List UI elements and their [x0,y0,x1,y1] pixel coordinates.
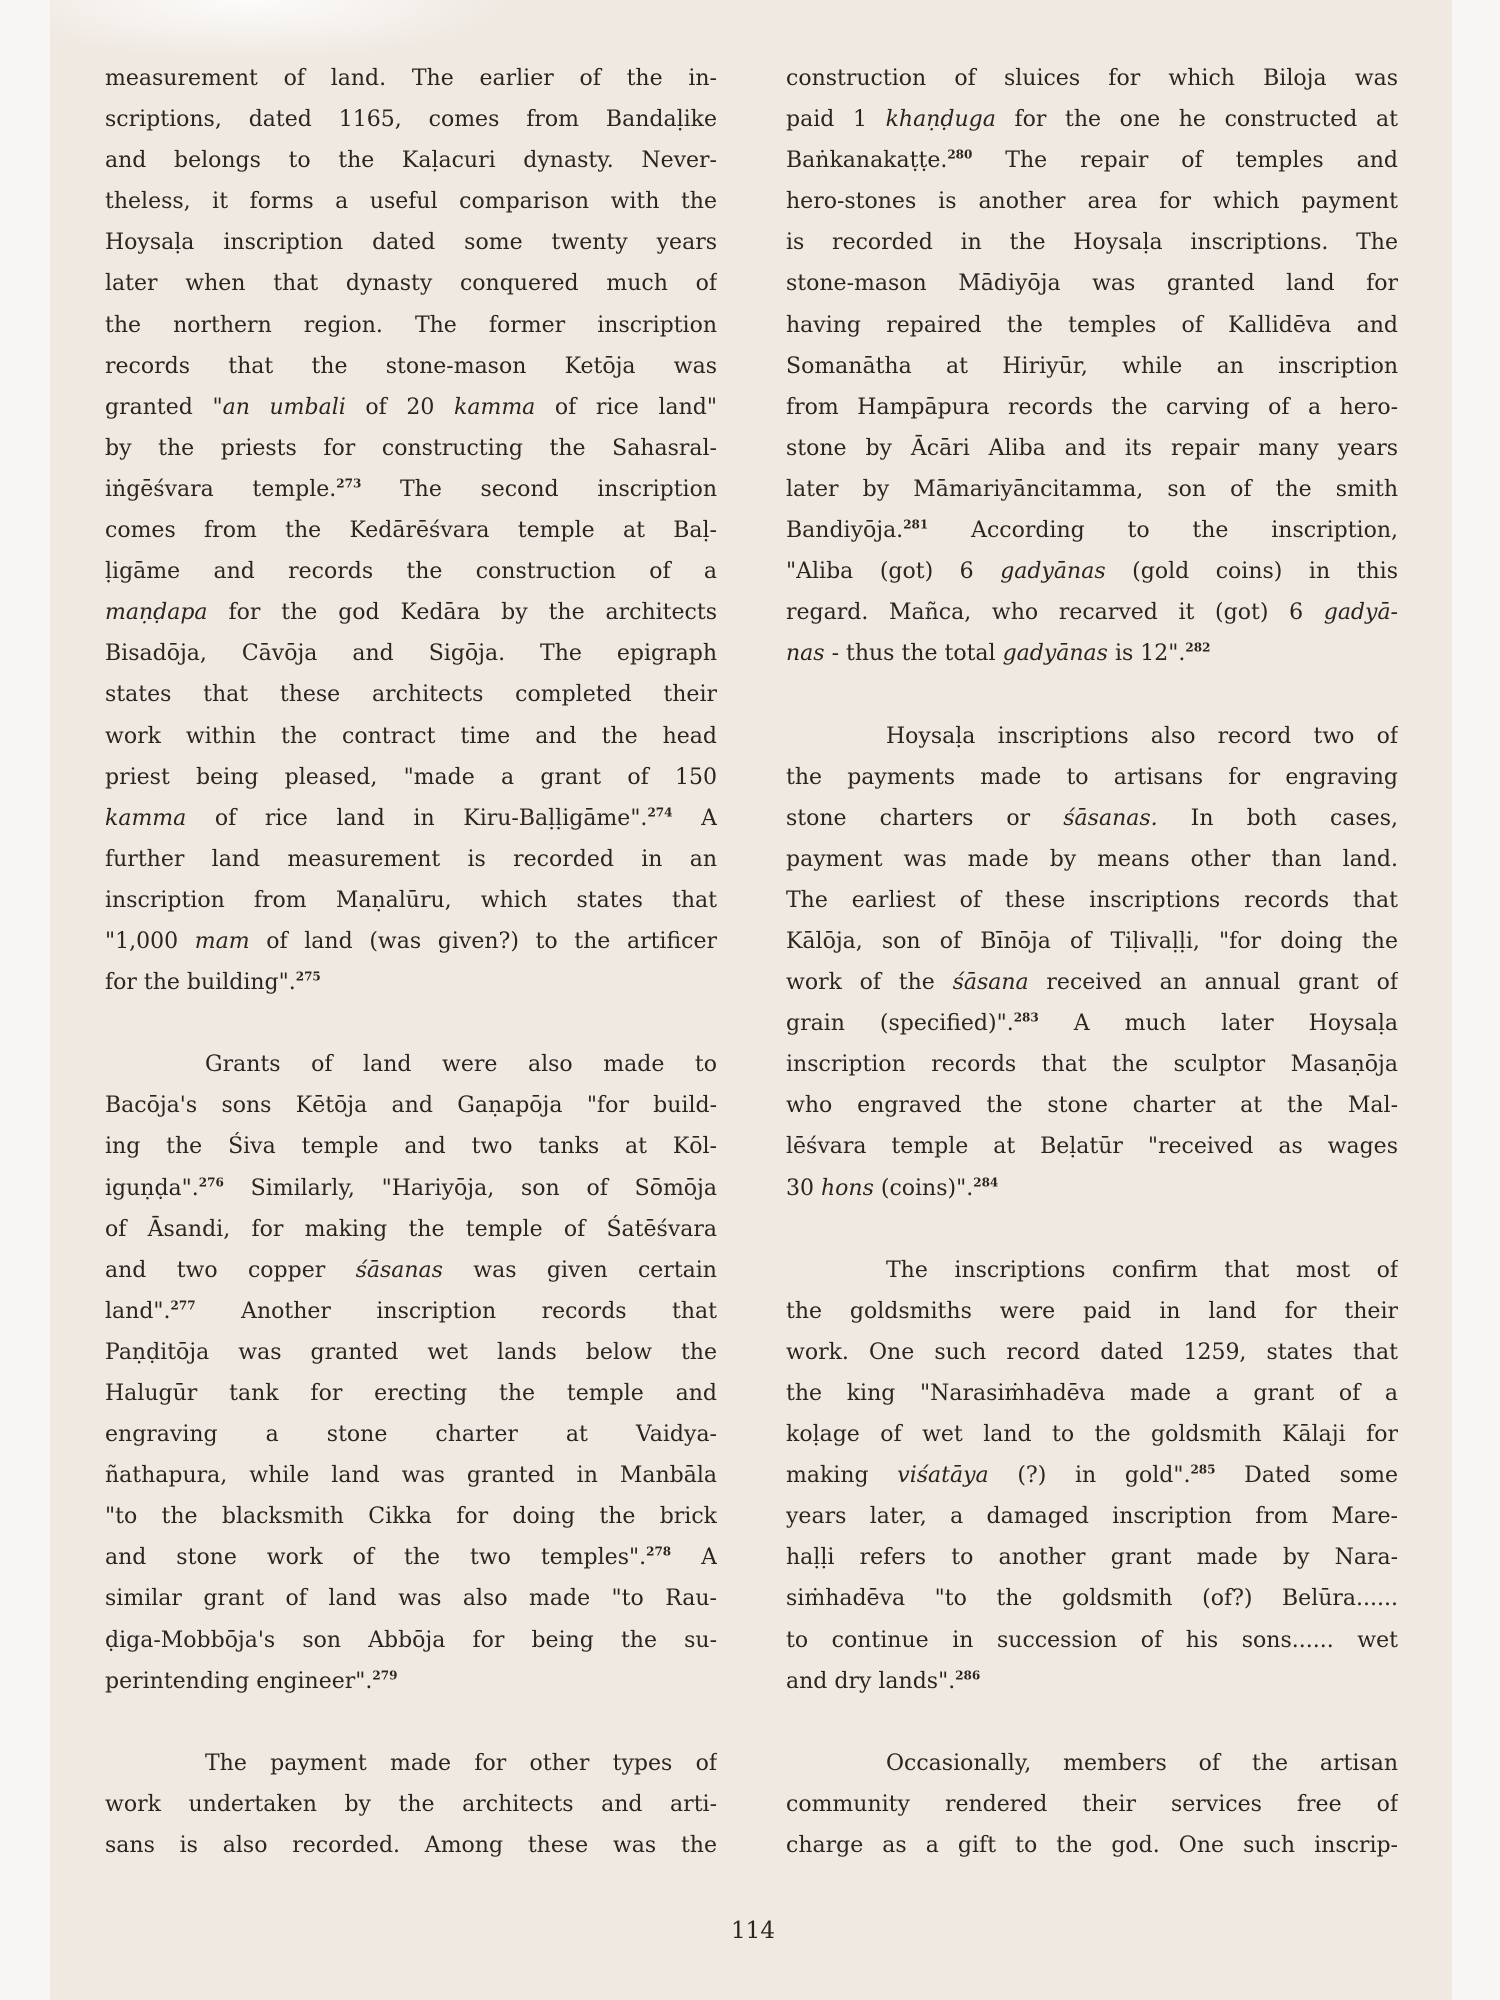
page-number: 114 [731,1918,775,1944]
text-run: According to the inscription, [928,518,1398,544]
text-line [105,1784,717,1825]
text-run: priest being pleased, "made a grant of 150 [105,764,717,790]
text-run: perintending engineer". [105,1668,373,1694]
text-run: work undertaken by the architects and arti- [105,1791,717,1817]
text-run: construction of sluices for which Biloja was [786,66,1398,91]
text-run: for the one he constructed at [995,107,1398,133]
text-run: siṁhadēva "to the goldsmith (of?) Belūra...... [786,1586,1398,1612]
text-run: and belongs to the Kaḷacuri dynasty. Never- [105,148,717,174]
italic-term: khaṇḍuga [885,107,996,133]
text-run: and stone work of the two temples". [105,1545,647,1571]
text-line [786,921,1398,962]
text-run: stone by Ācāri Aliba and its repair many years [786,435,1398,461]
text-line [105,839,717,880]
text-run: A much later Hoysaḷa [1038,1011,1398,1037]
text-line [786,1332,1398,1373]
text-run: (coins)". [873,1175,974,1201]
text-line [105,1578,717,1619]
italic-term: an umbali [222,394,346,420]
text-line [786,1250,1398,1291]
text-line [105,1455,717,1496]
text-run: iguṇḍa". [105,1175,199,1201]
italic-term: śāsanas [355,1257,443,1283]
italic-term: śāsanas. [1063,805,1158,831]
text-run: Bacōja's sons Kētōja and Gaṇapōja "for build- [105,1093,717,1119]
text-run: The inscriptions confirm that most of [886,1257,1398,1283]
text-line [105,1414,717,1455]
text-run: engraving a stone charter at Vaidya- [105,1422,717,1448]
italic-term: nas [786,641,825,667]
text-run: "Aliba (got) 6 [786,559,1001,585]
text-run: Another inscription records that [195,1298,717,1324]
text-line [786,1825,1398,1866]
text-run: A [671,1545,717,1571]
page-number-footer [52,1918,1454,1944]
text-run: Similarly, "Hariyōja, son of Sōmōja [223,1175,717,1201]
footnote-reference: 273 [336,476,362,491]
italic-term: kamma [105,805,187,831]
italic-term: maṇḍapa [105,600,208,626]
footnote-reference: 274 [647,805,673,820]
text-run: later when that dynasty conquered much of [105,271,717,297]
text-run: by the priests for constructing the Sahasral- [105,435,717,461]
text-run: and dry lands". [786,1668,956,1694]
text-line [105,1250,717,1291]
text-run: who engraved the stone charter at the Mal- [786,1093,1398,1119]
text-run: Bisadōja, Cāvōja and Sigōja. The epigraph [105,641,717,667]
text-line [786,1003,1398,1044]
text-line [105,1620,717,1661]
text-run: for the building". [105,970,296,996]
italic-term: gadyānas [1002,641,1108,667]
text-line [105,1373,717,1414]
text-run: "1,000 [105,928,195,954]
text-run: later by Māmariyāncitamma, son of the smith [786,476,1398,502]
text-line [786,222,1398,263]
text-run: regard. Mañca, who recarved it (got) 6 [786,600,1324,626]
text-line [105,1743,717,1784]
footnote-reference: 281 [903,517,929,532]
text-run: inscription records that the sculptor Masaṇōja [786,1052,1398,1078]
text-run: Somanātha at Hiriyūr, while an inscription [786,353,1398,379]
text-line [786,1373,1398,1414]
text-run: the goldsmiths were paid in land for their [786,1298,1398,1324]
text-line [105,58,717,99]
text-line [786,880,1398,921]
text-run: from Hampāpura records the carving of a hero- [786,394,1398,420]
text-line [786,1784,1398,1825]
text-line [105,880,717,921]
text-line [786,633,1398,674]
text-line [786,1044,1398,1085]
text-run: 30 [786,1175,821,1201]
text-run: further land measurement is recorded in an [105,846,717,872]
text-run: "to the blacksmith Cikka for doing the brick [105,1504,717,1530]
text-run: of Āsandi, for making the temple of Śatēśvara [105,1216,717,1242]
italic-term: mam [194,928,250,954]
text-line [105,551,717,592]
text-line [786,1496,1398,1537]
text-line [786,305,1398,346]
footnote-reference: 278 [646,1545,672,1560]
text-run: The payment made for other types of [205,1750,717,1776]
text-line [786,99,1398,140]
text-line [105,346,717,387]
text-line [105,387,717,428]
text-run: theless, it forms a useful comparison with the [105,189,717,215]
text-line [786,1455,1398,1496]
text-run: granted " [105,394,223,420]
text-run: (gold coins) in this [1105,559,1398,585]
text-run: grain (specified)". [786,1011,1014,1037]
footnote-reference: 284 [973,1175,999,1190]
text-run: sans is also recorded. Among these was the [105,1833,717,1859]
text-line [786,1126,1398,1167]
text-run: records that the stone-mason Ketōja was [105,353,717,379]
footnote-reference: 275 [295,969,321,984]
text-line [786,1291,1398,1332]
text-line [786,1537,1398,1578]
footnote-reference: 283 [1013,1010,1039,1025]
book-page [50,0,1452,2000]
italic-term: gadyā- [1323,600,1398,626]
italic-term: kamma [454,394,536,420]
text-run: measurement of land. The earlier of the in- [105,66,717,91]
text-run: inscription from Maṇalūru, which states that [105,887,717,913]
text-line [105,1126,717,1167]
text-run: stone-mason Mādiyōja was granted land for [786,271,1398,297]
text-line [105,798,717,839]
text-run: of 20 [345,394,455,420]
text-run: land". [105,1298,171,1324]
text-run: scriptions, dated 1165, comes from Bandaḷike [105,107,717,133]
text-run: work of the [786,970,953,996]
text-run: ing the Śiva temple and two tanks at Kōl- [105,1134,717,1160]
text-run: (?) in gold". [988,1463,1191,1489]
text-run: ḍiga-Mobbōja's son Abbōja for being the su- [105,1627,717,1653]
footnote-reference: 276 [198,1175,224,1190]
paragraph-gap [105,1702,717,1743]
paragraph-gap [786,1702,1398,1743]
text-run: work. One such record dated 1259, states that [786,1339,1398,1365]
text-run: In both cases, [1157,805,1398,831]
text-run: the king "Narasiṁhadēva made a grant of a [786,1381,1398,1406]
footnote-reference: 282 [1185,640,1211,655]
text-line [786,428,1398,469]
text-run: work within the contract time and the head [105,723,717,749]
italic-term: viśatāya [897,1463,989,1489]
text-run: charge as a gift to the god. One such inscrip- [786,1833,1398,1859]
text-run: to continue in succession of his sons...... wet [786,1627,1398,1653]
italic-term: hons [821,1175,874,1201]
text-run: Occasionally, members of the artisan [886,1750,1398,1776]
text-run: is recorded in the Hoysaḷa inscriptions. The [786,230,1398,256]
text-line [105,99,717,140]
footnote-reference: 285 [1190,1462,1216,1477]
text-run: and two copper [105,1257,356,1283]
text-line [105,1496,717,1537]
text-line [786,839,1398,880]
text-line [786,1085,1398,1126]
text-line [786,1743,1398,1784]
text-run: koḷage of wet land to the goldsmith Kālaji for [786,1422,1398,1448]
paragraph-gap [786,674,1398,715]
text-line [105,1085,717,1126]
text-line [786,798,1398,839]
text-run: was given certain [442,1257,717,1283]
text-line [786,510,1398,551]
text-line [105,510,717,551]
text-run: years later, a damaged inscription from Mare- [786,1504,1398,1530]
text-run: is 12". [1107,641,1186,667]
text-run: states that these architects completed their [105,682,717,708]
text-run: Dated some [1215,1463,1398,1489]
text-line [786,1168,1398,1209]
footnote-reference: 279 [372,1668,398,1683]
text-line [786,1661,1398,1702]
left-text-column [105,58,717,1866]
text-run: Baṅkanakaṭṭe. [786,148,948,174]
text-line [105,222,717,263]
text-line [105,1332,717,1373]
text-line [105,716,717,757]
text-run: lēśvara temple at Beḷatūr "received as wages [786,1134,1398,1160]
text-run: A [672,805,717,831]
text-run: stone charters or [786,805,1064,831]
text-line [786,346,1398,387]
text-line [105,1825,717,1866]
text-run: the payments made to artisans for engraving [786,764,1398,790]
text-line [105,140,717,181]
text-line [786,1620,1398,1661]
text-line [105,1044,717,1085]
text-run: ḷigāme and records the construction of a [105,559,717,585]
text-line [786,551,1398,592]
text-run: Kālōja, son of Bīnōja of Tiḷivaḷḷi, "for doing the [786,928,1398,954]
text-line [105,263,717,304]
text-line [786,263,1398,304]
text-line [105,1291,717,1332]
footnote-reference: 277 [170,1298,196,1313]
text-run: having repaired the temples of Kallidēva and [786,312,1398,338]
text-line [105,469,717,510]
footnote-reference: 286 [955,1668,981,1683]
text-run: of rice land" [535,394,717,420]
text-line [786,181,1398,222]
text-line [105,428,717,469]
text-line [786,1414,1398,1455]
text-line [105,757,717,798]
text-line [786,592,1398,633]
text-line [105,1209,717,1250]
text-run: hero-stones is another area for which payment [786,189,1398,215]
italic-term: gadyānas [1000,559,1106,585]
text-line [786,469,1398,510]
text-run: iṅgēśvara temple. [105,476,337,502]
text-line [105,181,717,222]
text-run: The repair of temples and [972,148,1398,174]
text-run: similar grant of land was also made "to Rau- [105,1586,717,1612]
text-line [105,674,717,715]
text-run: haḷḷi refers to another grant made by Nara- [786,1545,1398,1571]
text-run: for the god Kedāra by the architects [207,600,717,626]
text-run: Hoysaḷa inscriptions also record two of [886,723,1398,749]
text-line [786,140,1398,181]
text-line [105,1168,717,1209]
text-run: Bandiyōja. [786,518,904,544]
footnote-reference: 280 [947,147,973,162]
text-run: the northern region. The former inscription [105,312,717,338]
text-run: payment was made by means other than land. [786,846,1398,872]
right-text-column [786,58,1398,1866]
text-line [105,305,717,346]
text-run: comes from the Kedārēśvara temple at Baḷ- [105,518,717,544]
text-line [786,716,1398,757]
text-line [105,1537,717,1578]
text-line [786,962,1398,1003]
text-line [105,633,717,674]
text-run: The second inscription [361,476,717,502]
text-run: Grants of land were also made to [205,1052,717,1078]
text-run: Halugūr tank for erecting the temple and [105,1381,717,1406]
text-run: making [786,1463,898,1489]
text-line [786,1578,1398,1619]
paragraph-gap [786,1209,1398,1250]
text-run: community rendered their services free of [786,1791,1398,1817]
text-line [786,58,1398,99]
text-run: received an annual grant of [1028,970,1398,996]
text-run: of rice land in Kiru-Baḷḷigāme". [186,805,648,831]
paragraph-gap [105,1003,717,1044]
text-line [105,592,717,633]
text-line [105,921,717,962]
text-line [786,387,1398,428]
italic-term: śāsana [952,970,1029,996]
text-line [105,962,717,1003]
text-run: Paṇḍitōja was granted wet lands below the [105,1339,717,1365]
text-run: ñathapura, while land was granted in Manbāla [105,1463,717,1489]
text-run: paid 1 [786,107,886,133]
text-run: Hoysaḷa inscription dated some twenty years [105,230,717,256]
text-run: The earliest of these inscriptions records that [786,887,1398,913]
text-run: - thus the total [824,641,1003,667]
text-line [105,1661,717,1702]
text-run: of land (was given?) to the artificer [249,928,717,954]
text-line [786,757,1398,798]
